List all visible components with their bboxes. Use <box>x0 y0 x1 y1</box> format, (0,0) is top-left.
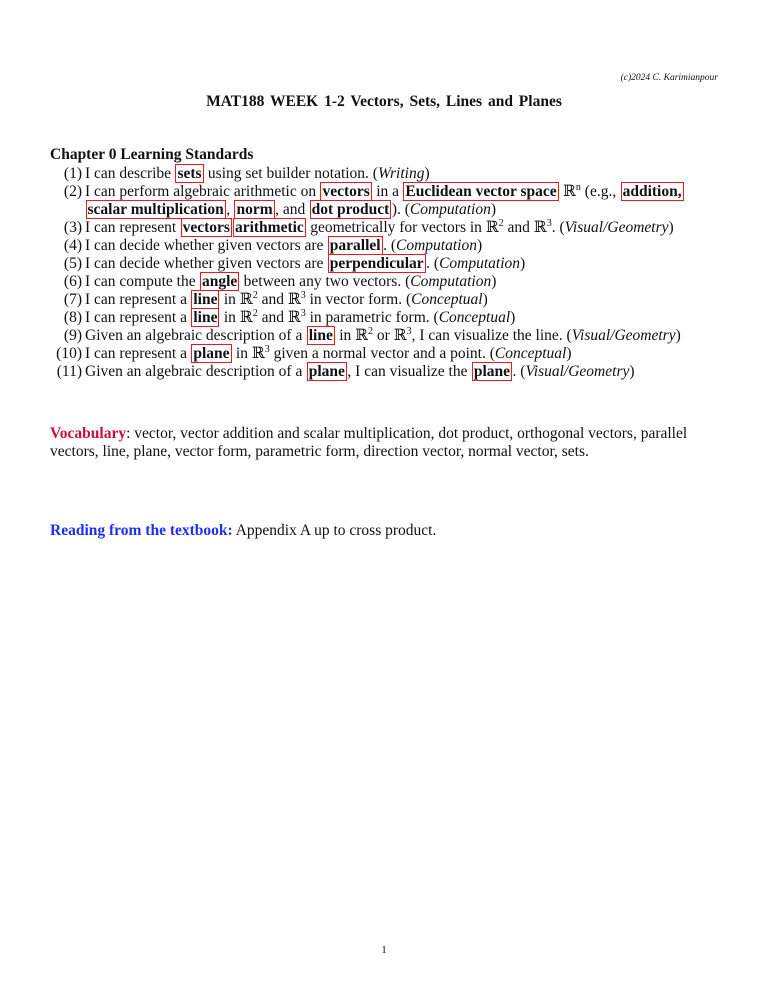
standard-text <box>85 327 720 345</box>
standard-text <box>85 345 720 363</box>
text-segment: . ( <box>383 237 397 254</box>
text-segment: ) <box>629 363 635 380</box>
boxed-keyword: sets <box>177 165 202 182</box>
vocabulary-section <box>50 425 722 461</box>
standard-category: Visual/Geometry <box>571 327 676 344</box>
learning-standards-list <box>48 165 720 381</box>
standard-number: (9) <box>63 327 82 344</box>
superscript: 2 <box>252 289 258 301</box>
text-segment: ) <box>476 237 483 254</box>
superscript: n <box>575 181 581 193</box>
text-segment: I can decide whether given vectors are <box>85 255 328 272</box>
text-segment: ) <box>482 291 488 308</box>
superscript: 3 <box>406 325 412 337</box>
standard-item <box>48 255 720 273</box>
text-segment: in ℝ <box>232 345 265 362</box>
boxed-keyword: parallel <box>329 237 381 254</box>
boxed-keyword: line <box>308 327 333 344</box>
superscript: 2 <box>368 325 374 337</box>
chapter-heading: Chapter 0 Learning Standards <box>50 146 254 163</box>
standard-number: (7) <box>63 291 82 308</box>
standard-item <box>48 363 720 381</box>
text-segment: . ( <box>426 255 440 272</box>
boxed-keyword: plane <box>308 363 345 380</box>
text-segment: Given an algebraic description of a <box>85 363 307 380</box>
standard-item <box>48 183 720 219</box>
boxed-keyword: plane <box>473 363 511 380</box>
boxed-keyword: angle <box>201 273 238 290</box>
standard-item <box>48 309 720 327</box>
standard-text <box>85 237 720 255</box>
text-segment: I can describe <box>85 165 175 182</box>
superscript: 3 <box>300 289 306 301</box>
superscript: 3 <box>264 343 270 355</box>
standard-item <box>48 273 720 291</box>
boxed-keyword: Euclidean vector space <box>405 183 557 200</box>
standard-number: (8) <box>63 309 82 326</box>
standard-text <box>85 291 720 309</box>
standard-category: Conceptual <box>438 309 511 326</box>
standard-number: (10) <box>56 345 82 362</box>
vocabulary-text: : vector, vector addition and scalar multiplication, dot product, orthogonal vectors, parallel vectors, line, plane, vector form, parametric form, direction vector, normal vector, sets. <box>50 425 688 460</box>
text-segment: Given an algebraic description of a <box>85 327 307 344</box>
standard-text <box>85 309 720 327</box>
standard-category: Conceptual <box>411 291 483 308</box>
text-segment: I can decide whether given vectors are <box>85 237 328 254</box>
standard-text <box>85 219 720 237</box>
standard-text <box>85 273 720 291</box>
standard-category: Conceptual <box>494 345 567 362</box>
text-segment: I can perform algebraic arithmetic on <box>85 183 320 200</box>
standard-category: Visual/Geometry <box>564 219 669 236</box>
text-segment: in parametric form. ( <box>305 309 439 326</box>
text-segment: . ( <box>512 363 526 380</box>
text-segment: I can represent <box>85 219 181 236</box>
text-segment: (e.g., <box>580 183 621 200</box>
boxed-keyword: scalar multiplication <box>87 201 224 218</box>
standard-item <box>48 327 720 345</box>
standard-category: Computation <box>439 255 521 272</box>
boxed-keyword: addition, <box>622 183 682 200</box>
text-segment: and ℝ <box>503 219 547 236</box>
text-segment: I can represent a <box>85 291 191 308</box>
standard-number: (4) <box>63 237 82 254</box>
boxed-keyword: plane <box>193 345 230 362</box>
boxed-keyword: line <box>193 291 218 308</box>
boxed-keyword: line <box>193 309 218 326</box>
standard-category: Visual/Geometry <box>525 363 630 380</box>
standard-text <box>85 255 720 273</box>
standard-number: (3) <box>63 219 82 236</box>
text-segment: I can represent a <box>85 345 191 362</box>
text-segment: ) <box>510 309 516 326</box>
text-segment: ℝ <box>559 183 576 200</box>
standard-category: Computation <box>396 237 477 254</box>
text-segment: I can represent a <box>85 309 191 326</box>
copyright-notice: (c)2024 C. Karimianpour <box>620 73 718 83</box>
page-number: 1 <box>381 944 387 956</box>
reading-section <box>50 522 436 540</box>
text-segment: . ( <box>551 219 565 236</box>
boxed-keyword: vectors <box>322 183 370 200</box>
page-title: MAT188 WEEK 1-2 Vectors, Sets, Lines and Planes <box>206 93 562 110</box>
text-segment: between any two vectors. ( <box>239 273 411 290</box>
boxed-keyword: arithmetic <box>234 219 304 236</box>
boxed-keyword: norm <box>236 201 273 218</box>
text-segment: ) <box>424 165 430 182</box>
text-segment: ) <box>668 219 674 236</box>
standard-text <box>85 363 720 381</box>
standard-text <box>85 165 720 183</box>
text-segment: , I can visualize the line. ( <box>411 327 572 344</box>
standard-category: Computation <box>409 201 491 218</box>
text-segment: , <box>226 201 234 218</box>
boxed-keyword: dot product <box>311 201 390 218</box>
text-segment: in ℝ <box>219 291 253 308</box>
text-segment: , I can visualize the <box>347 363 472 380</box>
standard-number: (5) <box>63 255 82 272</box>
standard-text <box>85 183 720 219</box>
text-segment: and ℝ <box>257 309 301 326</box>
standard-item <box>48 237 720 255</box>
standard-number: (2) <box>63 183 82 200</box>
superscript: 3 <box>300 307 306 319</box>
boxed-keyword: perpendicular <box>329 255 424 272</box>
standard-item <box>48 219 720 237</box>
standard-item <box>48 345 720 363</box>
reading-text: Appendix A up to cross product. <box>232 522 437 539</box>
text-segment: ) <box>490 201 497 218</box>
standard-item <box>48 165 720 183</box>
superscript: 2 <box>498 217 504 229</box>
standard-number: (11) <box>56 363 82 380</box>
standard-item <box>48 291 720 309</box>
text-segment: and ℝ <box>257 291 301 308</box>
standard-category: Computation <box>410 273 492 290</box>
text-segment: in ℝ <box>219 309 253 326</box>
text-segment: ) <box>566 345 572 362</box>
text-segment: ) <box>520 255 526 272</box>
superscript: 2 <box>252 307 258 319</box>
superscript: 3 <box>546 217 552 229</box>
text-segment: in ℝ <box>335 327 369 344</box>
text-segment: geometrically for vectors in ℝ <box>306 219 499 236</box>
standard-number: (6) <box>63 273 82 290</box>
boxed-keyword: vectors <box>182 219 230 236</box>
standard-category: Writing <box>377 165 425 182</box>
text-segment: in a <box>372 183 403 200</box>
vocabulary-label: Vocabulary <box>50 425 127 442</box>
text-segment: in vector form. ( <box>305 291 412 308</box>
text-segment: I can compute the <box>85 273 200 290</box>
text-segment: given a normal vector and a point. ( <box>269 345 495 362</box>
text-segment: ). ( <box>391 201 410 218</box>
text-segment: , and <box>275 201 310 218</box>
standard-number: (1) <box>63 165 82 182</box>
reading-label: Reading from the textbook: <box>50 522 233 539</box>
text-segment: using set builder notation. ( <box>204 165 378 182</box>
text-segment: or ℝ <box>373 327 407 344</box>
text-segment: ) <box>491 273 497 290</box>
text-segment: ) <box>675 327 681 344</box>
